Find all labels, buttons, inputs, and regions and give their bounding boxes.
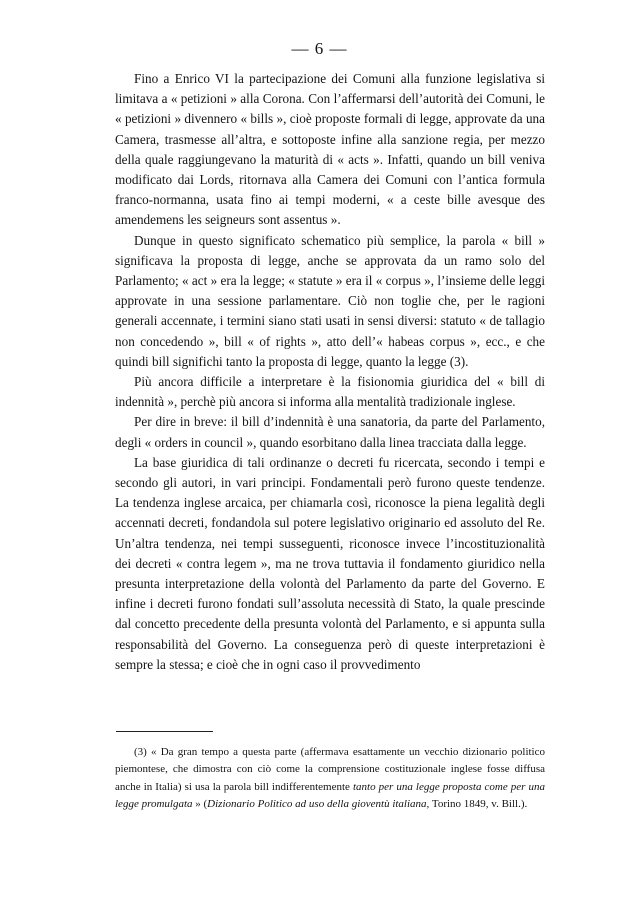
paragraph: Fino a Enrico VI la partecipazione dei Comuni alla funzione legislativa si limitava a « petizioni » alla Corona. Con l’affermarsi dell’autorità dei Comuni, le « petizioni » divennero « bills », cioè proposte formali di legge, approvate da una Camera, trasmesse all’altra, e sottoposte infine alla sanzione regia, per mezzo della quale raggiungevano la maturità di « acts ». Infatti, quando un bill veniva modificato dai Lords, ritornava alla Camera dei Comuni con l’antica formula franco-normanna, usata fino ai tempi moderni, « a ceste bille avesque des amendemens les seigneurs sont assentus ». [115, 71, 545, 228]
paragraph: Più ancora difficile a interpretare è la fisionomia giuridica del « bill di indennità », perchè più ancora si informa alla mentalità tradizionale inglese. [115, 374, 545, 410]
paragraph: La base giuridica di tali ordinanze o decreti fu ricercata, secondo i tempi e secondo gli autori, in vari principi. Fondamentali però furono queste tendenze. La tendenza inglese arcaica, per chiamarla così, riconosce la piena legalità degli accennati decreti, fondandola sul potere legislativo originario ed assoluto del Re. Un’altra tendenza, nei tempi susseguenti, riconosce invece l’incostituzionalità dei decreti « contra legem », ma ne trova tuttavia il fondamento giuridico nella presunta interpretazione della volontà del Parlamento da parte del Governo. E infine i decreti furono fondati sull’assoluta necessità di Stato, la quale prescinde dal concetto precedente della presunta volontà del Parlamento, e si appunta sulla responsabilità del Governo. La conseguenza però di queste interpretazioni è sempre la stessa; e cioè che in ogni caso il provvedimento [115, 454, 545, 672]
body-text [115, 69, 545, 675]
footnote-italic-source: Dizionario Politico ad uso della gioventù italiana, [207, 797, 430, 810]
footnote-italic-quote: tanto per una legge proposta come per una legge promulgata [115, 780, 545, 810]
footnote-lead: (3) « Da gran tempo a questa parte (affermava esattamente un vecchio dizionario politico piemontese, che dimostra con ciò come la comprensione costituzionale inglese fosse diffusa anche in Italia) si usa la parola bill indifferentemente [115, 746, 545, 793]
footnote [115, 744, 545, 813]
footnote-mid: » ( [195, 797, 208, 810]
footnote-tail: Torino 1849, v. Bill.). [431, 797, 528, 810]
paragraph: Dunque in questo significato schematico più semplice, la parola « bill » significava la proposta di legge, anche se approvata da un ramo solo del Parlamento; « act » era la legge; « statute » era il « corpus », l’insieme delle leggi approvate in una sessione parlamentare. Ciò non toglie che, per le ragioni generali accennate, i termini siano stati usati in sensi diversi: statuto « de tallagio non concedendo », bill « of rights », atto dell’« habeas corpus », ecc., e che quindi bill significhi tanto la proposta di legge, quanto la legge (3). [115, 232, 545, 369]
paragraph: Per dire in breve: il bill d’indennità è una sanatoria, da parte del Parlamento, degli « orders in council », quando esorbitano dalla linea tracciata dalla legge. [115, 414, 545, 450]
footnote-divider [116, 731, 213, 732]
page-number: — 6 — [291, 39, 348, 58]
